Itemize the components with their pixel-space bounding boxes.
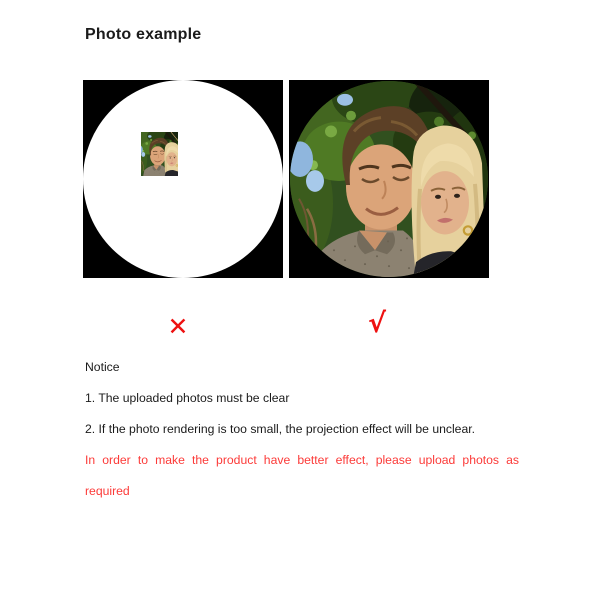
- couple-photo: [289, 80, 489, 278]
- notice-item-1: 1. The uploaded photos must be clear: [85, 391, 290, 405]
- cross-mark-icon: ✕: [167, 312, 189, 341]
- bad-example-photo: [83, 80, 283, 278]
- notice-item-2: 2. If the photo rendering is too small, the projection effect will be unclear.: [85, 422, 475, 436]
- notice-heading: Notice: [85, 360, 120, 374]
- page-title: Photo example: [85, 26, 202, 43]
- good-example-photo: [289, 80, 489, 278]
- projection-circle: [83, 80, 283, 278]
- tiny-couple-photo: [141, 132, 178, 176]
- check-mark-icon: √: [367, 308, 386, 339]
- notice-section: [85, 352, 519, 507]
- warning-text: In order to make the product have better effect, please upload photos as required: [85, 453, 519, 498]
